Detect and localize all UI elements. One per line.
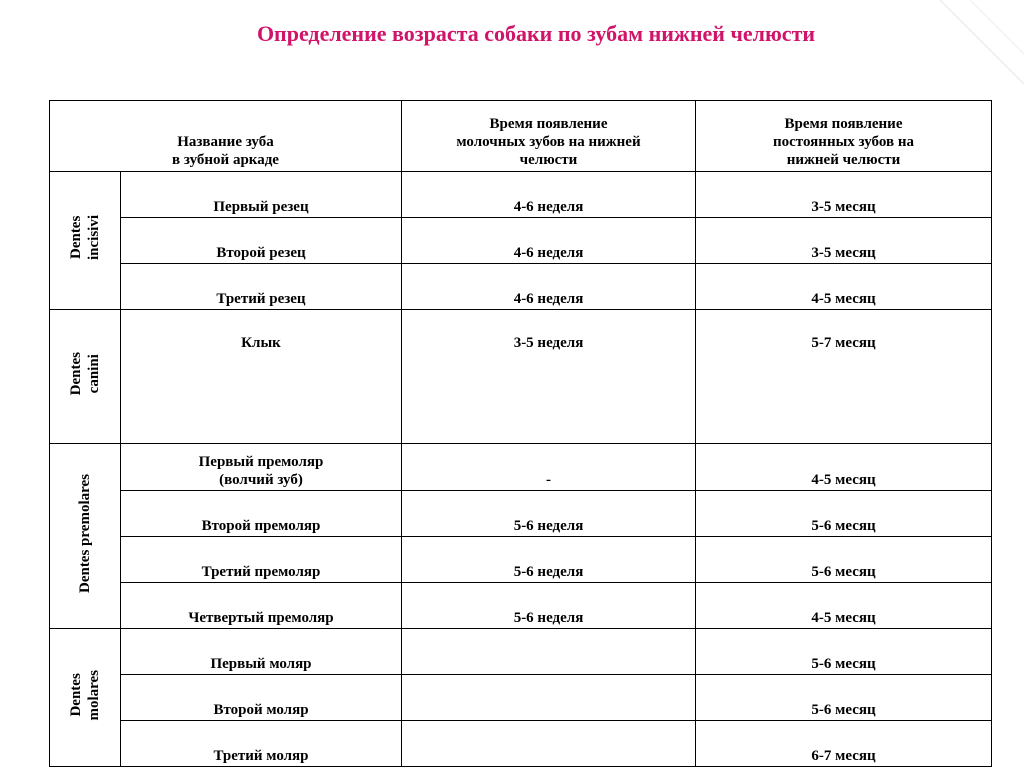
perm-time: 4-5 месяц: [696, 444, 992, 491]
milk-time: 3-5 неделя: [402, 310, 696, 444]
tooth-name: Третий резец: [121, 264, 402, 310]
tooth-name: Третий моляр: [121, 721, 402, 767]
table-row: [50, 172, 992, 218]
table-row: [50, 583, 992, 629]
tooth-name: Клык: [121, 310, 402, 444]
perm-time: 5-7 месяц: [696, 310, 992, 444]
milk-time: 4-6 неделя: [402, 172, 696, 218]
perm-time: 5-6 месяц: [696, 491, 992, 537]
table-row: [50, 218, 992, 264]
milk-time: 5-6 неделя: [402, 583, 696, 629]
perm-time: 4-5 месяц: [696, 264, 992, 310]
tooth-name: Второй моляр: [121, 675, 402, 721]
perm-time: 3-5 месяц: [696, 218, 992, 264]
table-row: [50, 721, 992, 767]
perm-time: 6-7 месяц: [696, 721, 992, 767]
tooth-name: Второй премоляр: [121, 491, 402, 537]
perm-time: 5-6 месяц: [696, 675, 992, 721]
tooth-name: Первый моляр: [121, 629, 402, 675]
table-row: [50, 444, 992, 491]
milk-time: 4-6 неделя: [402, 218, 696, 264]
table-row: [50, 491, 992, 537]
group-label-incisivi: Dentes incisivi: [50, 172, 121, 310]
milk-time: 5-6 неделя: [402, 537, 696, 583]
header-row: [50, 101, 992, 172]
milk-time: [402, 629, 696, 675]
perm-time: 5-6 месяц: [696, 537, 992, 583]
tooth-name: Третий премоляр: [121, 537, 402, 583]
table-row: [50, 675, 992, 721]
group-label-canini: Dentes canini: [50, 310, 121, 444]
tooth-name: Второй резец: [121, 218, 402, 264]
group-label-molares: Dentes molares: [50, 629, 121, 767]
milk-time: -: [402, 444, 696, 491]
table-row: [50, 629, 992, 675]
group-label-premolares: Dentes premolares: [50, 444, 121, 629]
header-permanent-teeth: Время появление постоянных зубов на нижней челюсти: [696, 101, 992, 172]
header-milk-teeth: Время появление молочных зубов на нижней челюсти: [402, 101, 696, 172]
table-row: [50, 537, 992, 583]
milk-time: 5-6 неделя: [402, 491, 696, 537]
perm-time: 4-5 месяц: [696, 583, 992, 629]
perm-time: 5-6 месяц: [696, 629, 992, 675]
page-title: Определение возраста собаки по зубам нижней челюсти: [256, 21, 816, 46]
table-row: [50, 264, 992, 310]
milk-time: [402, 675, 696, 721]
tooth-name: Первый резец: [121, 172, 402, 218]
perm-time: 3-5 месяц: [696, 172, 992, 218]
tooth-name: Четвертый премоляр: [121, 583, 402, 629]
milk-time: [402, 721, 696, 767]
teeth-table: [49, 100, 992, 767]
milk-time: 4-6 неделя: [402, 264, 696, 310]
tooth-name: Первый премоляр (волчий зуб): [121, 444, 402, 491]
header-tooth-name: Название зуба в зубной аркаде: [50, 101, 402, 172]
table-row: [50, 310, 992, 444]
